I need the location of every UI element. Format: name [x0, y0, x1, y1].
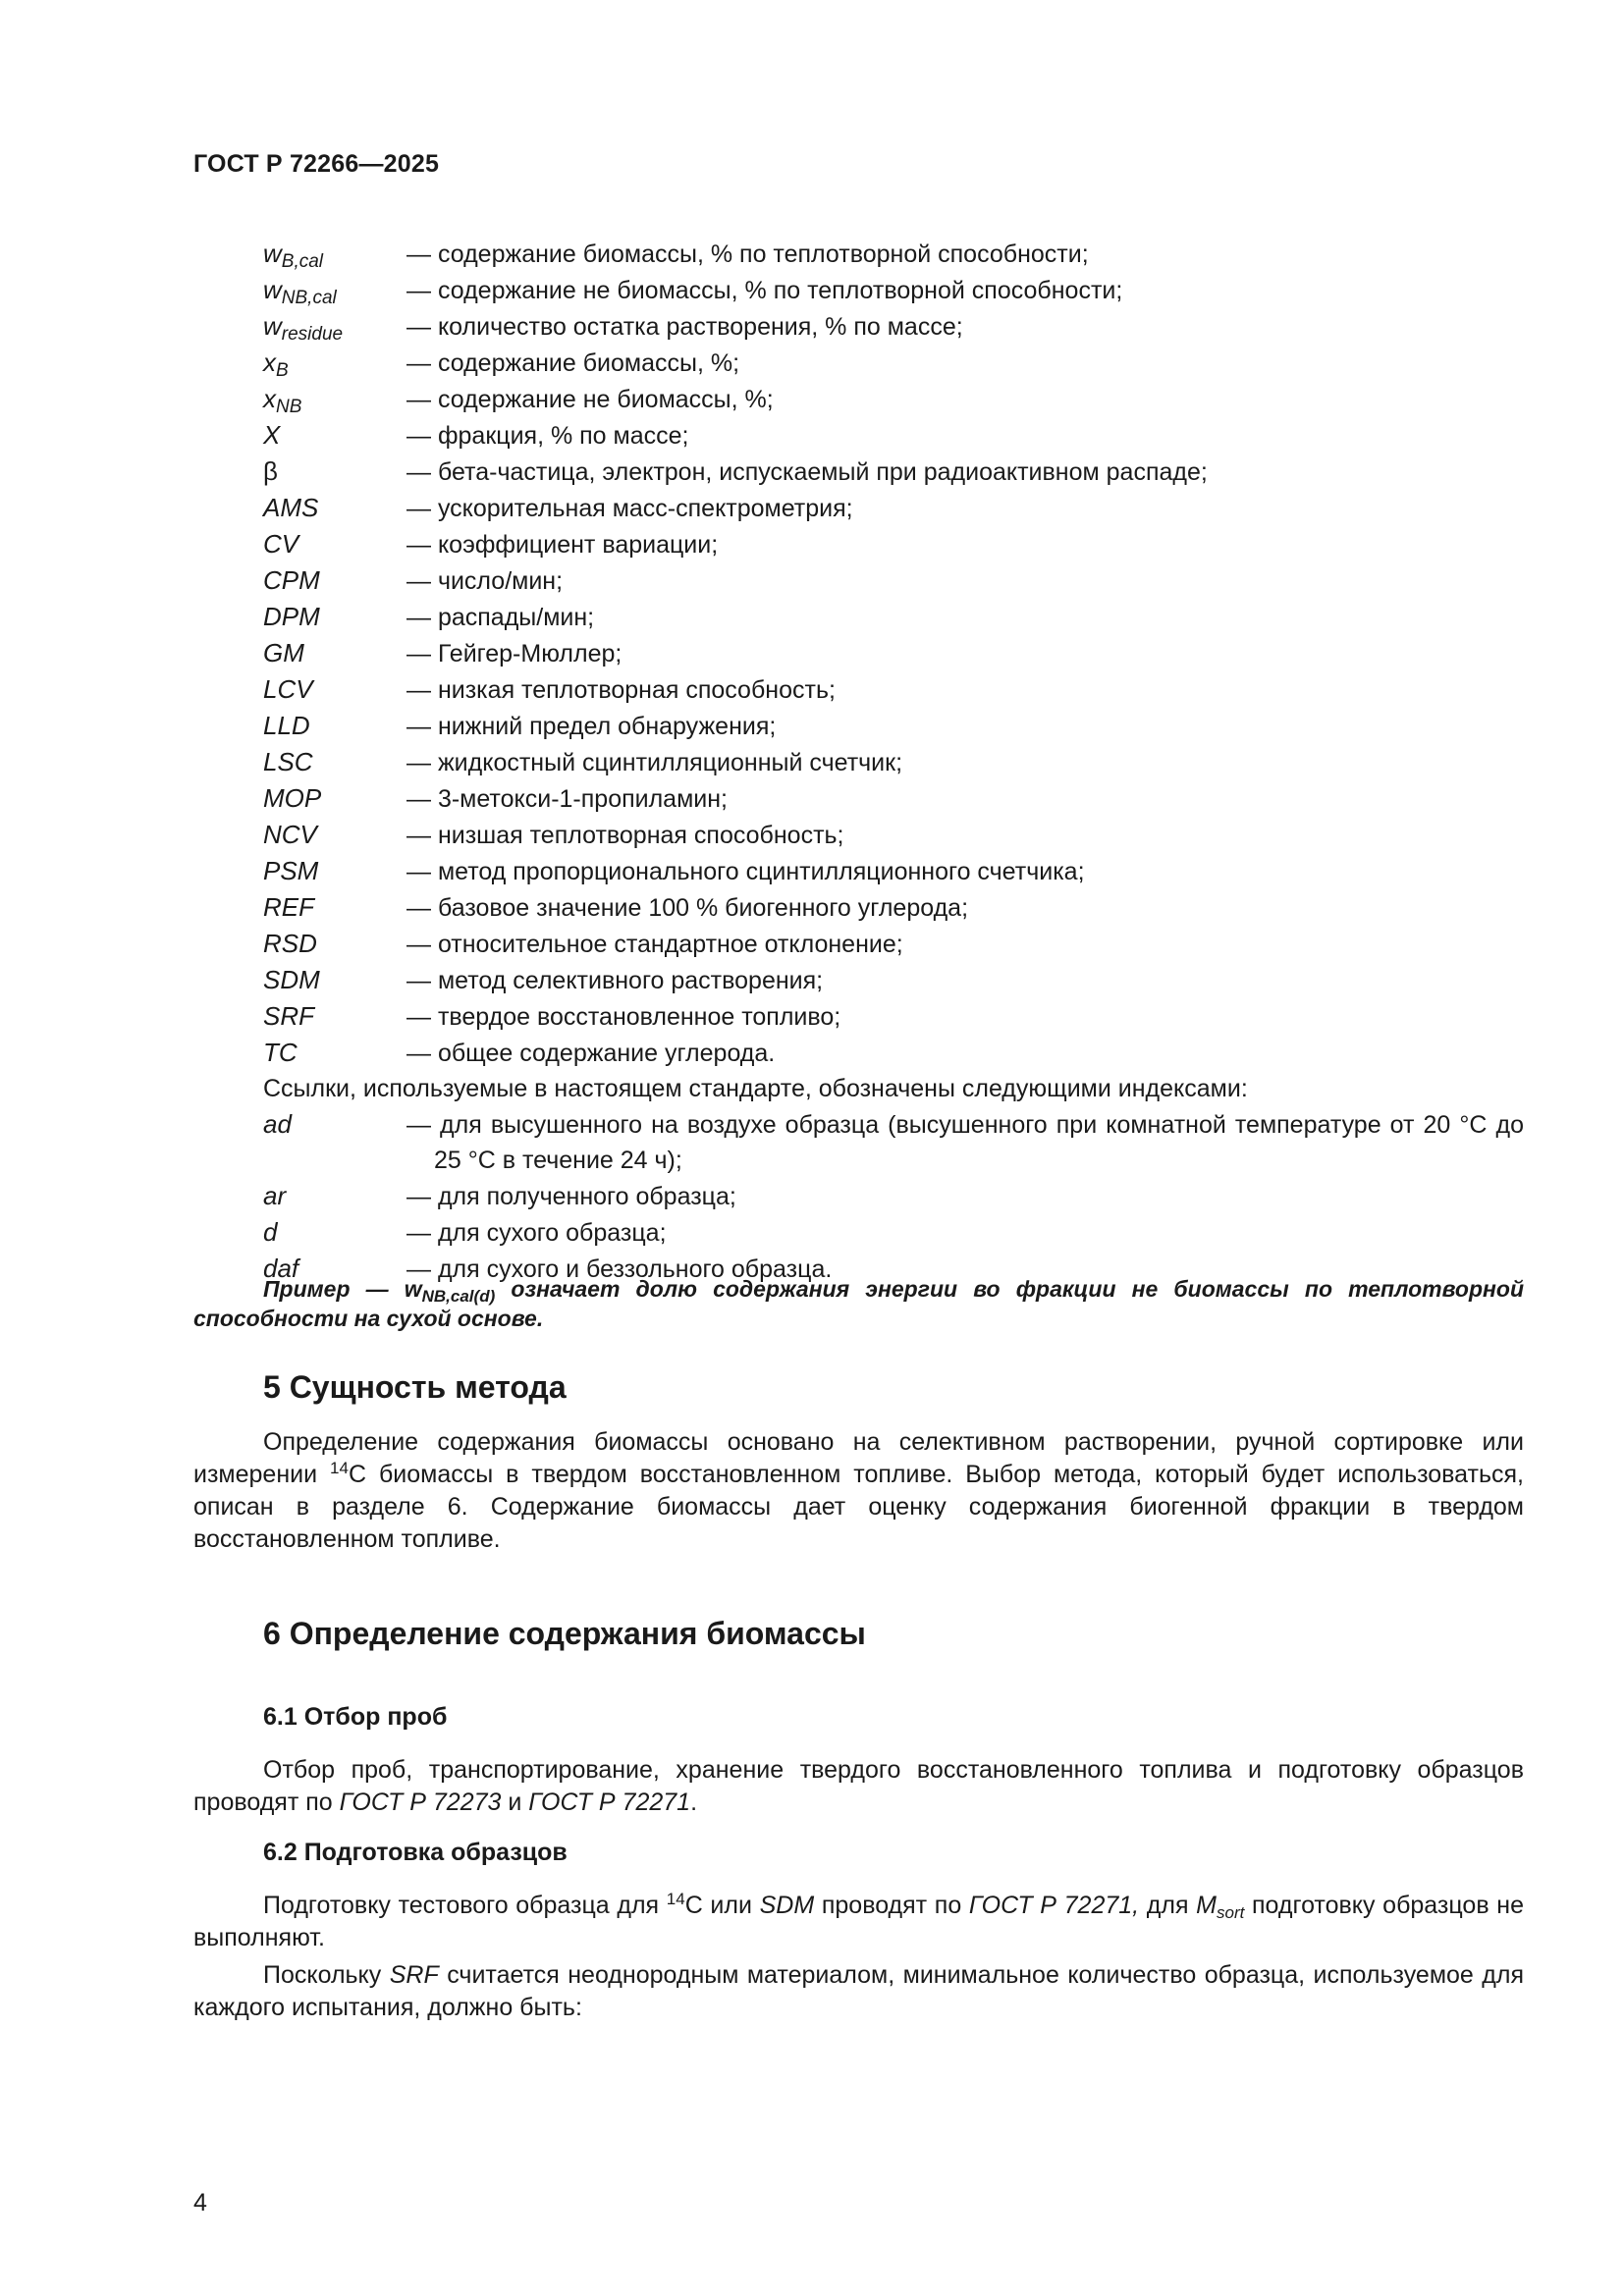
symbol-row — [263, 308, 1524, 345]
index-row — [263, 1214, 1524, 1251]
section-5-paragraph — [193, 1426, 1524, 1556]
symbol-definition: — коэффициент вариации; — [406, 531, 719, 559]
symbol-definition: — бета-частица, электрон, испускаемый при радиоактивном распаде; — [406, 458, 1208, 486]
symbol-definition: — низшая теплотворная способность; — [406, 822, 844, 849]
symbol-m: M — [1196, 1892, 1217, 1919]
subsection-6-2-paragraph-1 — [193, 1890, 1524, 1954]
symbol-row — [263, 853, 1524, 889]
symbol-definition: — содержание не биомассы, % по теплотворной способности; — [406, 277, 1123, 304]
symbol-definition: — ускорительная масс-спектрометрия; — [406, 495, 853, 522]
example-subscript: NB,cal(d) — [421, 1287, 496, 1306]
symbol-row — [263, 671, 1524, 708]
symbol-term: MOP — [263, 783, 322, 813]
symbol-definition: — содержание биомассы, %; — [406, 349, 740, 377]
symbol-term: AMS — [263, 493, 319, 522]
s62-text-b: С или — [684, 1892, 760, 1919]
symbol-term: β — [263, 456, 278, 486]
subsection-6-1-paragraph — [193, 1754, 1524, 1819]
symbol-definition: — содержание не биомассы, %; — [406, 386, 774, 413]
symbol-row — [263, 998, 1524, 1035]
abbreviation-srf: SRF — [389, 1961, 439, 1989]
index-intro-text: Ссылки, используемые в настоящем стандарте, обозначены следующими индексами: — [263, 1075, 1248, 1102]
symbol-definition: — общее содержание углерода. — [406, 1040, 776, 1067]
symbol-row — [263, 599, 1524, 635]
symbol-row — [263, 454, 1524, 490]
index-term: d — [263, 1217, 278, 1247]
symbol-definition: — базовое значение 100 % биогенного углерода; — [406, 894, 969, 922]
symbol-definition: — метод селективного растворения; — [406, 967, 824, 994]
abbreviation-sdm: SDM — [759, 1892, 815, 1919]
s62-text-a: Подготовку тестового образца для — [263, 1892, 667, 1919]
index-definition: — для высушенного на воздухе образца (высушенного при комнатной температуре от 20 °С до 25 °С в течение 24 ч); — [406, 1111, 1524, 1174]
symbol-term: SDM — [263, 965, 320, 994]
subsection-6-1-title: 6.1 Отбор проб — [263, 1703, 448, 1731]
index-definition: — для сухого и беззольного образца. — [406, 1255, 833, 1283]
symbol-row — [263, 635, 1524, 671]
subsection-6-2-title: 6.2 Подготовка образцов — [263, 1839, 568, 1866]
s61-text-end: . — [690, 1789, 698, 1816]
index-term: ar — [263, 1181, 287, 1210]
s62-text-c: проводят по — [814, 1892, 969, 1919]
symbol-row — [263, 381, 1524, 417]
symbol-definition: — нижний предел обнаружения; — [406, 713, 777, 740]
symbol-definition: — содержание биомассы, % по теплотворной способности; — [406, 240, 1089, 268]
symbol-term: X — [263, 420, 281, 450]
symbol-row — [263, 926, 1524, 962]
symbols-list — [263, 236, 1524, 1287]
symbol-row — [263, 417, 1524, 454]
symbol-row — [263, 1035, 1524, 1071]
isotope-superscript: 14 — [666, 1890, 685, 1908]
symbol-definition: — низкая теплотворная способность; — [406, 676, 836, 704]
symbol-definition: — количество остатка растворения, % по массе; — [406, 313, 963, 341]
symbol-term: $w_{B,cal}$ — [263, 239, 324, 272]
example-lead: Пример — w — [263, 1276, 422, 1302]
symbol-definition: — фракция, % по массе; — [406, 422, 689, 450]
symbol-term: $x_B$ — [263, 347, 289, 381]
symbol-definition: — распады/мин; — [406, 604, 595, 631]
symbol-term: $w_{NB,cal}$ — [263, 275, 337, 308]
symbol-term: CPM — [263, 565, 320, 595]
symbol-term: DPM — [263, 602, 320, 631]
standard-reference: ГОСТ Р 72271, — [968, 1892, 1140, 1919]
symbol-term: $w_{residue}$ — [263, 311, 344, 345]
subsection-6-2-paragraph-2 — [193, 1959, 1524, 2024]
s62-p2-text-a: Поскольку — [263, 1961, 390, 1989]
section-5-title: 5 Сущность метода — [263, 1369, 567, 1405]
symbol-definition: — число/мин; — [406, 567, 564, 595]
s62-text-d: для — [1139, 1892, 1197, 1919]
symbol-definition: — твердое восстановленное топливо; — [406, 1003, 841, 1031]
symbol-term: TC — [263, 1038, 298, 1067]
index-term: ad — [263, 1109, 292, 1139]
symbol-definition: — 3-метокси-1-пропиламин; — [406, 785, 728, 813]
symbol-term: LCV — [263, 674, 313, 704]
symbol-row — [263, 490, 1524, 526]
symbol-row — [263, 562, 1524, 599]
symbol-definition: — относительное стандартное отклонение; — [406, 931, 903, 958]
symbol-term: $x_{NB}$ — [263, 384, 302, 417]
symbol-term: REF — [263, 892, 314, 922]
page-number: 4 — [193, 2189, 207, 2216]
symbol-definition: — жидкостный сцинтилляционный счетчик; — [406, 749, 903, 776]
standard-reference: ГОСТ Р 72273 — [339, 1789, 502, 1816]
symbol-m-subscript: sort — [1217, 1903, 1245, 1922]
example-text: означает долю содержания энергии во фракции не биомассы по теплотворной способности на сухой основе. — [193, 1276, 1525, 1331]
symbol-row — [263, 236, 1524, 272]
section-6-title: 6 Определение содержания биомассы — [263, 1616, 866, 1651]
symbol-term: GM — [263, 638, 304, 667]
index-definition: — для полученного образца; — [406, 1183, 736, 1210]
symbol-term: RSD — [263, 929, 317, 958]
s61-text-mid: и — [501, 1789, 529, 1816]
standard-reference: ГОСТ Р 72271 — [528, 1789, 691, 1816]
s62-text-e: подготовку образцов не выполняют. — [193, 1892, 1524, 1951]
symbol-row — [263, 817, 1524, 853]
symbol-term: NCV — [263, 820, 317, 849]
isotope-superscript: 14 — [330, 1459, 349, 1477]
symbol-term: CV — [263, 529, 299, 559]
s61-text-a: Отбор проб, транспортирование, хранение твердого восстановленного топлива и подготовку образцов проводят по — [193, 1756, 1524, 1816]
index-term: daf — [263, 1254, 299, 1283]
section-5-text-b: С биомассы в твердом восстановленном топливе. Выбор метода, который будет использоваться, описан в разделе 6. Содержание биомассы дает оценку содержания биогенной фракции в твердом восстановленном топливе. — [193, 1461, 1524, 1553]
symbol-row — [263, 962, 1524, 998]
symbol-definition: — метод пропорционального сцинтилляционного счетчика; — [406, 858, 1085, 885]
symbol-row — [263, 780, 1524, 817]
index-row — [263, 1178, 1524, 1214]
symbol-row — [263, 345, 1524, 381]
index-definition: — для сухого образца; — [406, 1219, 667, 1247]
symbol-row — [263, 526, 1524, 562]
s62-p2-text-b: считается неоднородным материалом, минимальное количество образца, используемое для каждого испытания, должно быть: — [193, 1961, 1524, 2021]
index-definitions — [263, 1106, 1524, 1287]
document-code-header: ГОСТ Р 72266—2025 — [193, 150, 440, 178]
symbol-row — [263, 272, 1524, 308]
symbol-term: LLD — [263, 711, 310, 740]
example-note — [193, 1274, 1524, 1333]
symbol-term: PSM — [263, 856, 319, 885]
symbol-row — [263, 708, 1524, 744]
symbol-row — [263, 744, 1524, 780]
symbol-row — [263, 889, 1524, 926]
symbol-definition: — Гейгер-Мюллер; — [406, 640, 623, 667]
symbol-term: LSC — [263, 747, 313, 776]
section-5-text-a: Определение содержания биомассы основано на селективном растворении, ручной сортировке или измерении — [193, 1428, 1524, 1488]
index-row — [263, 1106, 1524, 1178]
symbol-definitions — [263, 236, 1524, 1071]
symbol-term: SRF — [263, 1001, 314, 1031]
